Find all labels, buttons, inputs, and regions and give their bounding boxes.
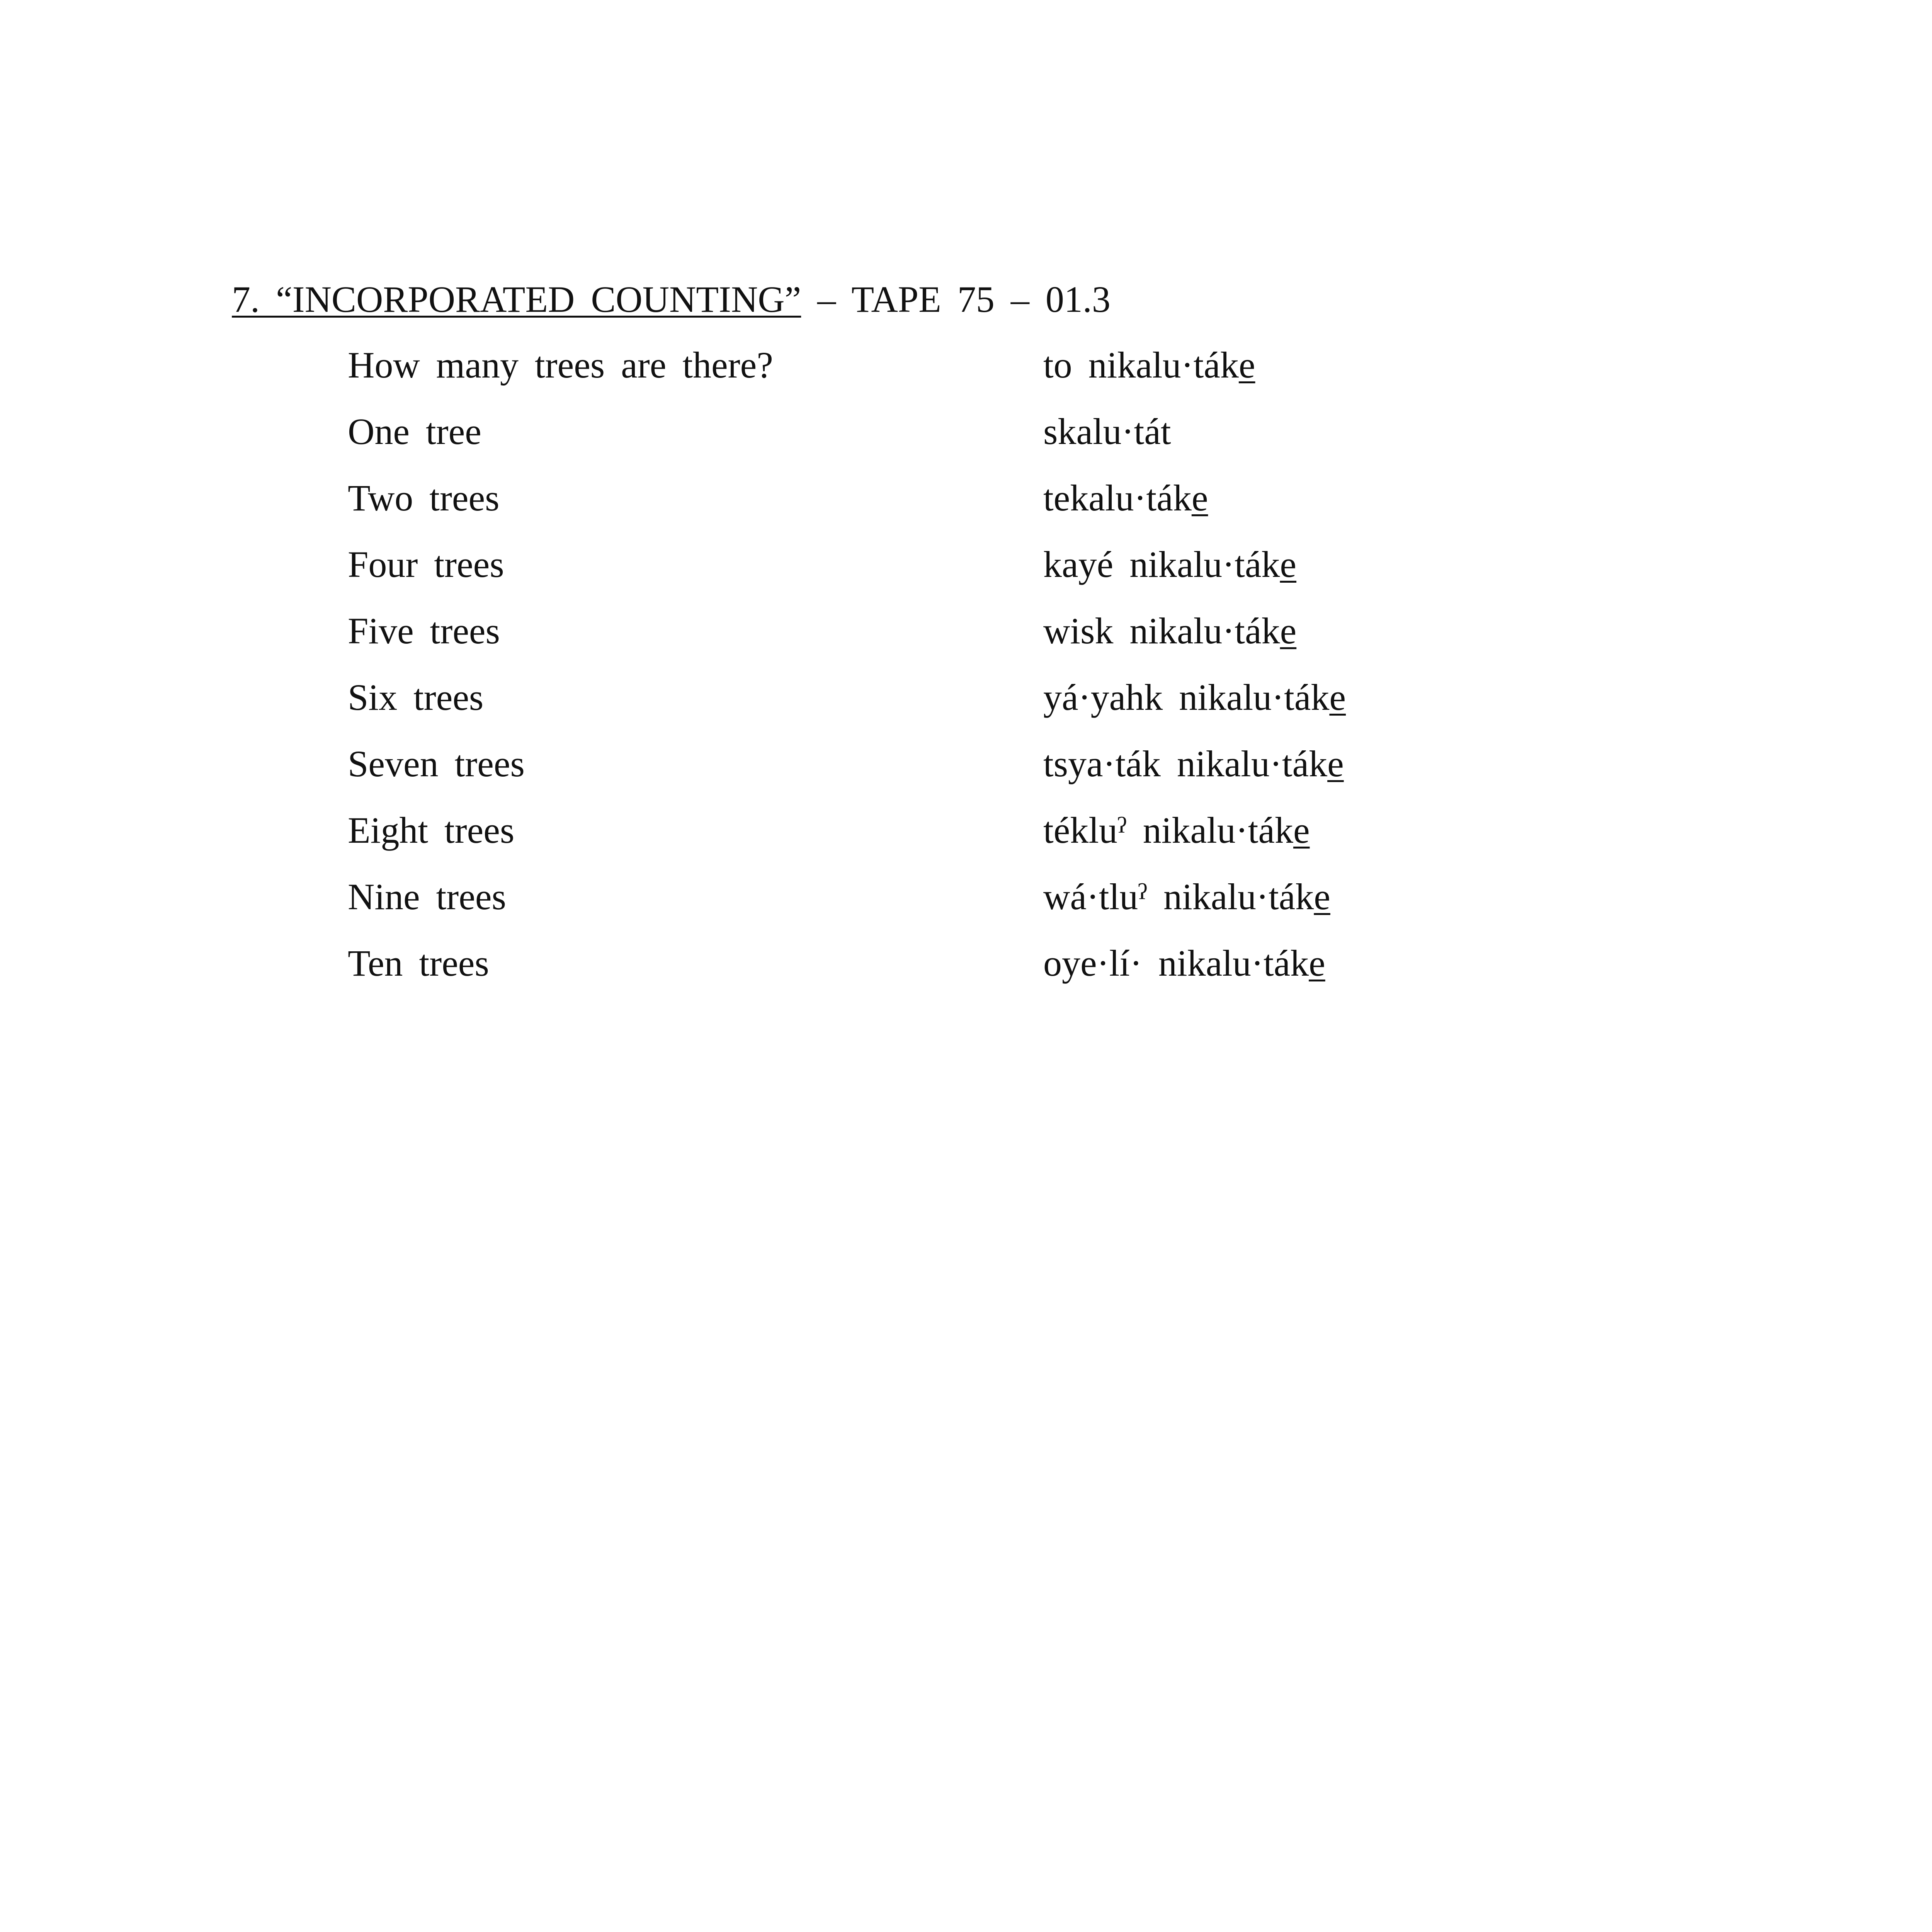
english-phrase: Two trees	[348, 477, 500, 519]
english-phrase: Nine trees	[348, 876, 506, 917]
vocabulary-row	[0, 870, 1932, 924]
vocabulary-row	[0, 737, 1932, 791]
translation-text: wá·tluˀ nikalu·ták	[1043, 876, 1314, 917]
section-heading	[232, 272, 1111, 327]
vocabulary-row	[0, 405, 1932, 459]
english-phrase: How many trees are there?	[348, 344, 773, 386]
translation-text: oye·lí· nikalu·ták	[1043, 942, 1309, 984]
translation	[1043, 870, 1330, 924]
translation-underlined-end: e	[1309, 942, 1325, 984]
english-phrase: Eight trees	[348, 810, 515, 851]
translation-text: tékluˀ nikalu·ták	[1043, 810, 1293, 851]
translation-text: tsya·ták nikalu·ták	[1043, 743, 1328, 784]
vocabulary-row	[0, 604, 1932, 658]
translation-text: wisk nikalu·ták	[1043, 610, 1280, 651]
english-phrase: Six trees	[348, 677, 484, 718]
vocabulary-row	[0, 803, 1932, 857]
english-phrase: Five trees	[348, 610, 500, 651]
translation-text: skalu·tát	[1043, 411, 1171, 452]
vocabulary-row	[0, 471, 1932, 525]
translation	[1043, 670, 1346, 724]
translation	[1043, 737, 1344, 791]
english-phrase: Four trees	[348, 544, 504, 585]
translation-underlined-end: e	[1280, 610, 1297, 651]
translation-text: yá·yahk nikalu·ták	[1043, 677, 1330, 718]
translation	[1043, 338, 1255, 392]
vocabulary-row	[0, 338, 1932, 392]
vocabulary-row	[0, 936, 1932, 990]
vocabulary-row	[0, 670, 1932, 724]
section-heading-tape-ref: – TAPE 75 – 01.3	[801, 279, 1111, 320]
translation-underlined-end: e	[1293, 810, 1310, 851]
translation-underlined-end: e	[1314, 876, 1330, 917]
translation-text: tekalu·ták	[1043, 477, 1192, 519]
translation-text: kayé nikalu·ták	[1043, 544, 1280, 585]
translation	[1043, 405, 1171, 459]
section-heading-title: 7. “INCORPORATED COUNTING”	[232, 279, 801, 320]
translation	[1043, 936, 1325, 990]
translation-underlined-end: e	[1329, 677, 1346, 718]
translation-text: to nikalu·ták	[1043, 344, 1239, 386]
vocabulary-row	[0, 537, 1932, 592]
translation	[1043, 604, 1296, 658]
english-phrase: Ten trees	[348, 942, 489, 984]
english-phrase: Seven trees	[348, 743, 525, 784]
translation-underlined-end: e	[1238, 344, 1255, 386]
translation	[1043, 803, 1310, 857]
translation	[1043, 537, 1296, 592]
english-phrase: One tree	[348, 411, 481, 452]
translation-underlined-end: e	[1327, 743, 1344, 784]
translation-underlined-end: e	[1191, 477, 1208, 519]
translation-underlined-end: e	[1280, 544, 1297, 585]
translation	[1043, 471, 1208, 525]
